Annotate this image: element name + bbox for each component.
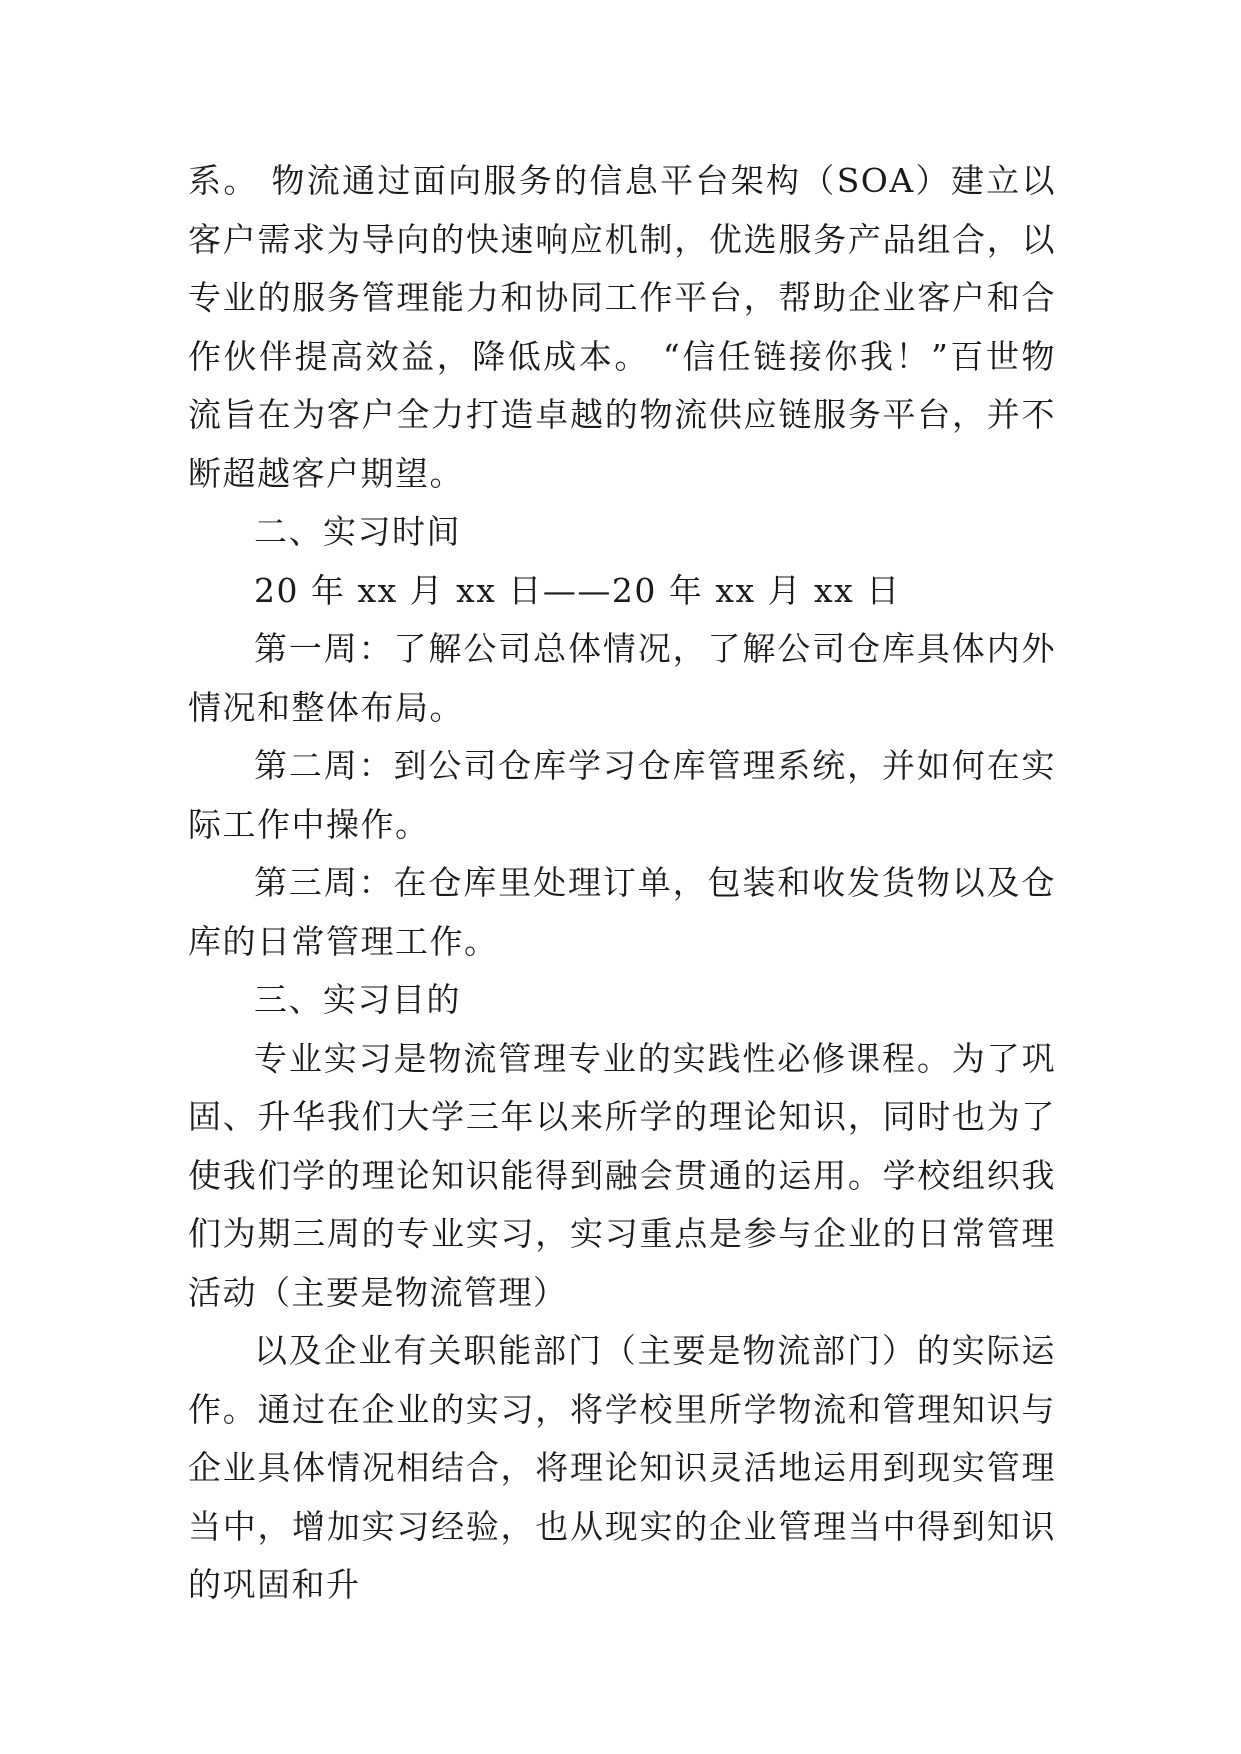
paragraph-week-one: 第一周：了解公司总体情况，了解公司仓库具体内外情况和整体布局。: [188, 629, 1056, 727]
document-body: [188, 152, 1056, 1615]
paragraph-purpose-description: 专业实习是物流管理专业的实践性必修课程。为了巩固、升华我们大学三年以来所学的理论知识，同时也为了使我们学的理论知识能得到融会贯通的运用。学校组织我们为期三周的专业实习，实习重点是参与企业的日常管理活动（主要是物流管理）: [188, 1038, 1056, 1312]
paragraph-purpose-continued: 以及企业有关职能部门（主要是物流部门）的实际运作。通过在企业的实习，将学校里所学物流和管理知识与企业具体情况相结合，将理论知识灵活地运用到现实管理当中，增加实习经验，也从现实的企业管理当中得到知识的巩固和升: [188, 1331, 1056, 1604]
paragraph-date-range: 20 年 xx 月 xx 日——20 年 xx 月 xx 日: [254, 570, 901, 610]
paragraph-week-three: 第三周：在仓库里处理订单，包装和收发货物以及仓库的日常管理工作。: [188, 863, 1056, 961]
heading-internship-purpose: 三、实习目的: [254, 980, 461, 1019]
heading-internship-time: 二、实习时间: [254, 512, 461, 551]
paragraph-week-two: 第二周：到公司仓库学习仓库管理系统，并如何在实际工作中操作。: [188, 746, 1056, 844]
paragraph-company-intro: 系。 物流通过面向服务的信息平台架构（SOA）建立以客户需求为导向的快速响应机制，优选服务产品组合，以专业的服务管理能力和协同工作平台，帮助企业客户和合作伙伴提高效益，降低成本。 “信任链接你我！”百世物流旨在为客户全力打造卓越的物流供应链服务平台，并不断超越客户期望。: [188, 161, 1056, 493]
